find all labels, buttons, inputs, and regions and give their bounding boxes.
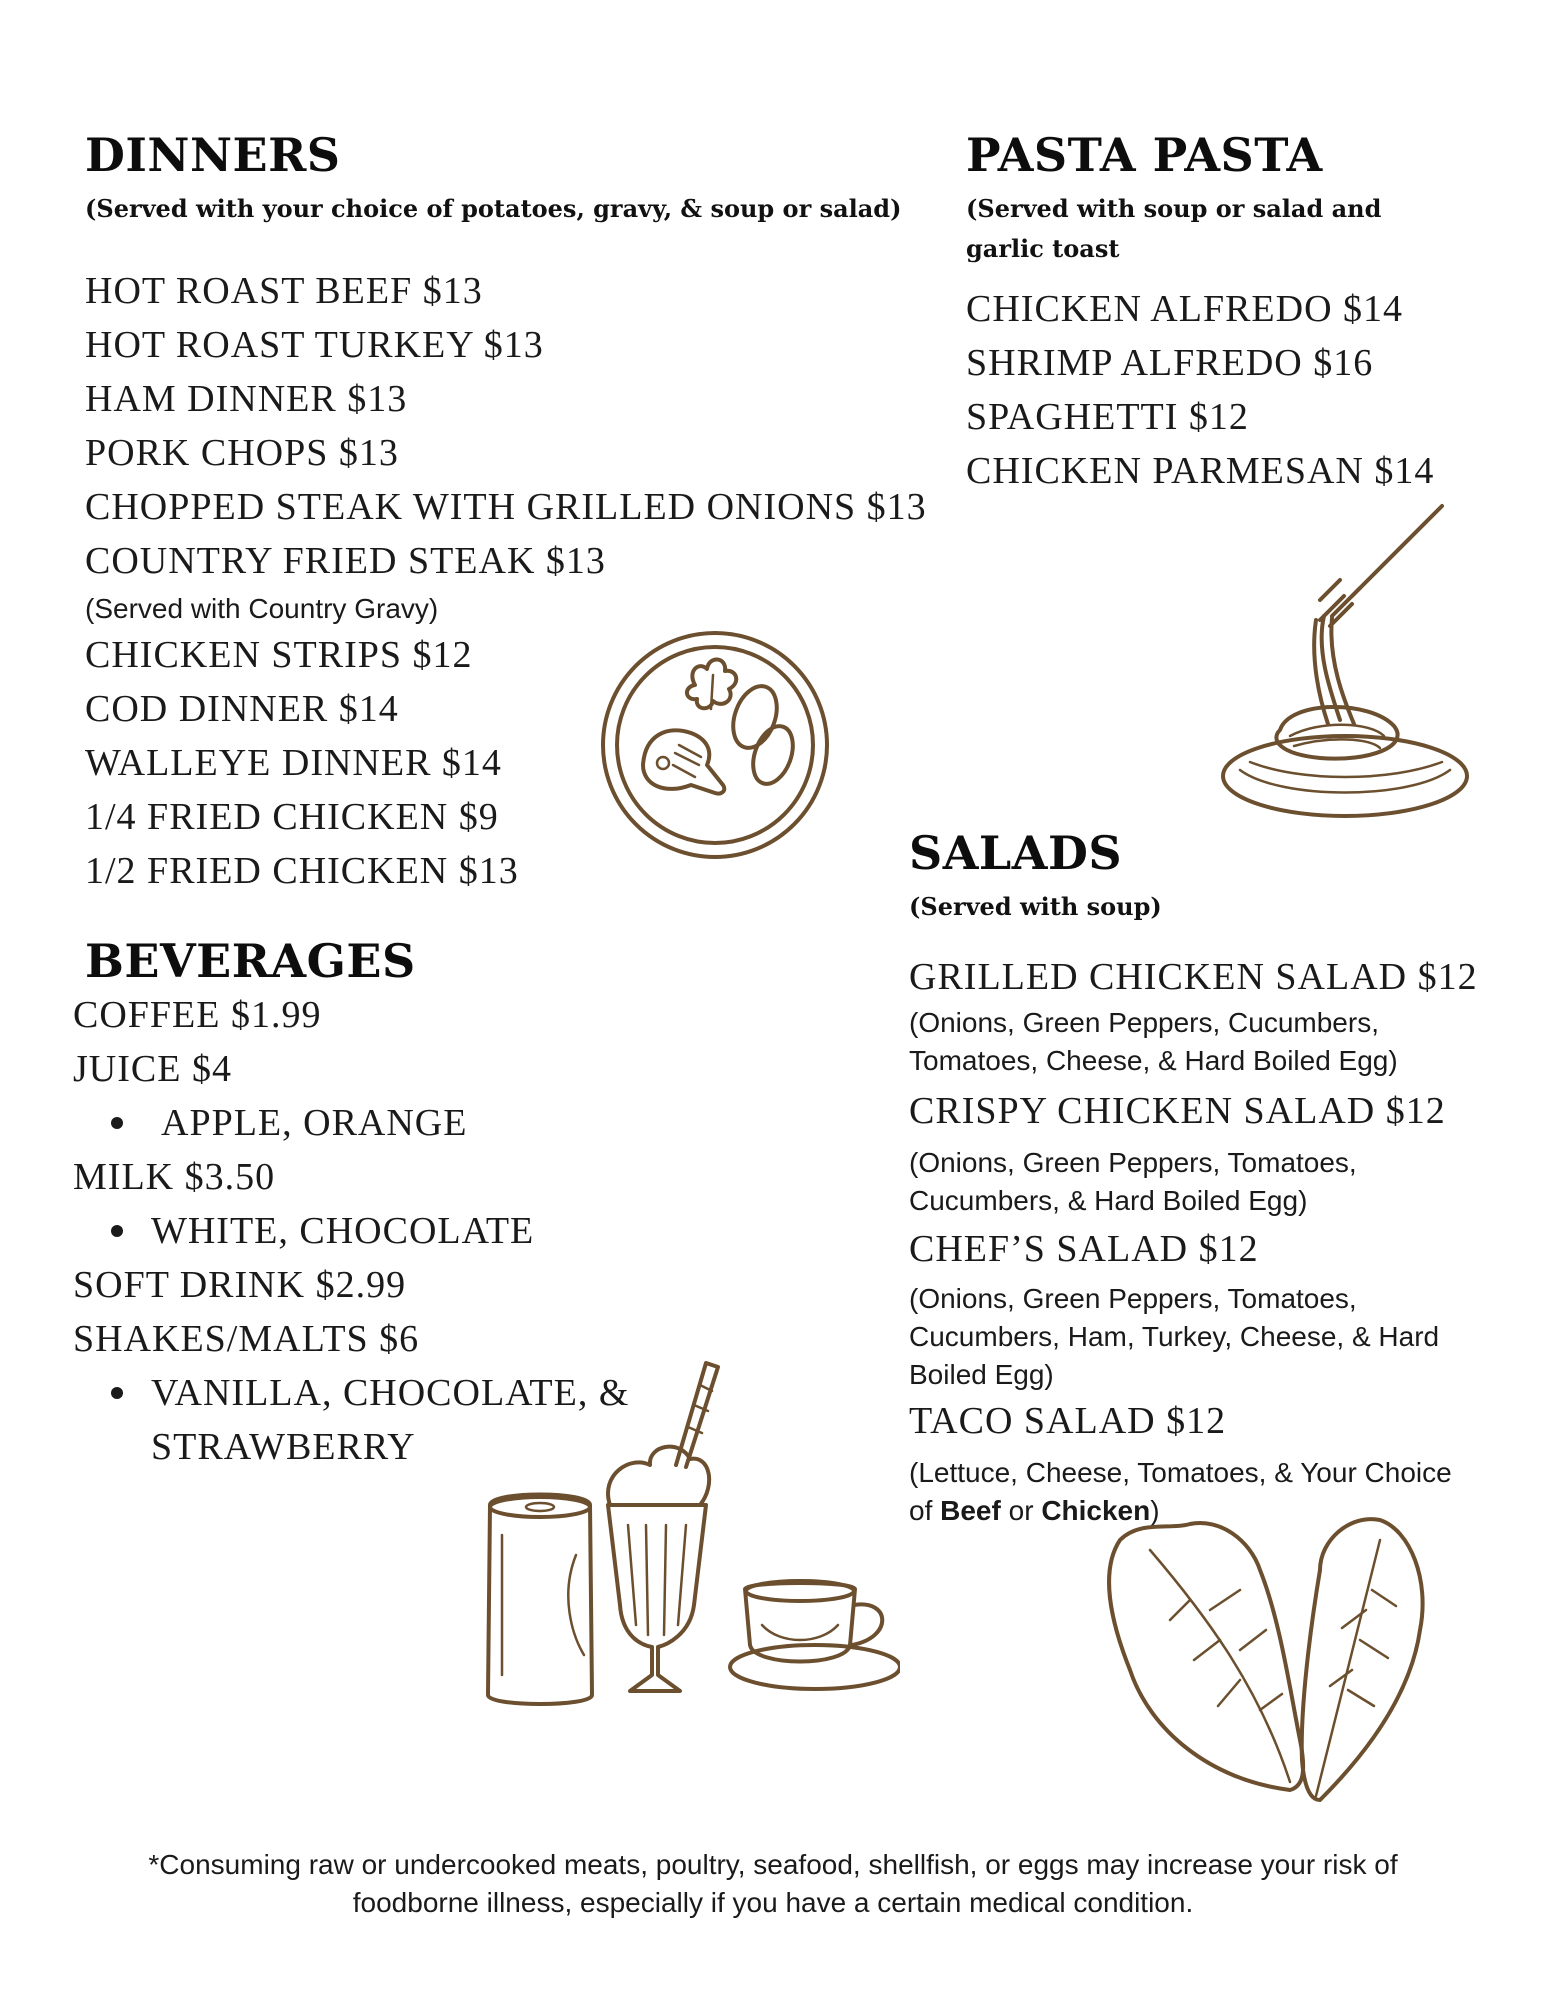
menu-item: CHOPPED STEAK WITH GRILLED ONIONS $13: [85, 486, 927, 528]
menu-item: COUNTRY FRIED STEAK $13: [85, 540, 606, 582]
juice-options: [73, 1096, 629, 1150]
bullet-icon: [111, 1225, 123, 1237]
milk-options-text: WHITE, CHOCOLATE: [151, 1210, 535, 1252]
taco-note-beef: Beef: [940, 1495, 1001, 1526]
beverage-juice: JUICE $4: [73, 1048, 232, 1090]
footer-disclaimer: [0, 1846, 1546, 1922]
spaghetti-fork-icon: [1220, 500, 1470, 830]
salads-heading: SALADS: [909, 826, 1123, 880]
footer-line-2: foodborne illness, especially if you have a certain medical condition.: [352, 1887, 1194, 1918]
salad-crispy-chicken: CRISPY CHICKEN SALAD $12: [909, 1090, 1446, 1132]
beverage-coffee: COFFEE $1.99: [73, 994, 322, 1036]
menu-item: HOT ROAST BEEF $13: [85, 270, 483, 312]
taco-note-or: or: [1000, 1495, 1042, 1526]
taco-note-chicken: Chicken: [1041, 1495, 1151, 1526]
menu-item: SHRIMP ALFREDO $16: [966, 342, 1374, 384]
country-steak-note: (Served with Country Gravy): [85, 593, 439, 624]
pasta-subtitle-line1: (Served with soup or salad and: [966, 194, 1382, 223]
steak-plate-icon: [595, 625, 835, 865]
milk-options: [73, 1204, 629, 1258]
dinners-subtitle: (Served with your choice of potatoes, gravy, & soup or salad): [85, 194, 902, 223]
menu-item: HOT ROAST TURKEY $13: [85, 324, 544, 366]
beverage-milk: MILK $3.50: [73, 1156, 276, 1198]
menu-item: COD DINNER $14: [85, 688, 399, 730]
shake-options-cont: STRAWBERRY: [151, 1426, 416, 1468]
menu-item: 1/4 FRIED CHICKEN $9: [85, 796, 499, 838]
salad-chef: CHEF’S SALAD $12: [909, 1228, 1259, 1270]
salad-grilled-note: (Onions, Green Peppers, Cucumbers, Tomatoes, Cheese, & Hard Boiled Egg): [909, 1007, 1398, 1076]
dinners-heading: DINNERS: [85, 128, 341, 182]
juice-options-text: APPLE, ORANGE: [161, 1102, 468, 1144]
shake-options-text: VANILLA, CHOCOLATE, &: [151, 1372, 630, 1414]
pasta-list: [966, 282, 1434, 498]
pasta-subtitle-line2: garlic toast: [966, 234, 1120, 263]
beverage-soft-drink: SOFT DRINK $2.99: [73, 1264, 407, 1306]
taco-note-text: (Lettuce, Cheese, Tomatoes, & Your Choice of: [909, 1457, 1452, 1526]
taco-note-end: ): [1150, 1495, 1160, 1526]
menu-item: CHICKEN STRIPS $12: [85, 634, 473, 676]
menu-item: WALLEYE DINNER $14: [85, 742, 502, 784]
menu-item: PORK CHOPS $13: [85, 432, 399, 474]
salad-grilled-chicken: GRILLED CHICKEN SALAD $12: [909, 956, 1478, 998]
salads-list: [909, 950, 1479, 1530]
bullet-icon: [111, 1387, 123, 1399]
beverage-shakes: SHAKES/MALTS $6: [73, 1318, 420, 1360]
drinks-icon: [480, 1355, 900, 1715]
menu-item: CHICKEN PARMESAN $14: [966, 450, 1435, 492]
menu-item: SPAGHETTI $12: [966, 396, 1249, 438]
lettuce-icon: [1090, 1510, 1450, 1810]
menu-item: CHICKEN ALFREDO $14: [966, 288, 1404, 330]
salad-taco: TACO SALAD $12: [909, 1400, 1227, 1442]
menu-item: HAM DINNER $13: [85, 378, 408, 420]
bullet-icon: [111, 1117, 123, 1129]
salads-subtitle: (Served with soup): [909, 892, 1162, 921]
salad-chef-note: (Onions, Green Peppers, Tomatoes, Cucumbers, Ham, Turkey, Cheese, & Hard Boiled Egg): [909, 1283, 1440, 1390]
salad-crispy-note: (Onions, Green Peppers, Tomatoes, Cucumbers, & Hard Boiled Egg): [909, 1147, 1357, 1216]
beverages-heading: BEVERAGES: [85, 934, 416, 988]
menu-item: 1/2 FRIED CHICKEN $13: [85, 850, 519, 892]
pasta-heading: PASTA PASTA: [966, 128, 1323, 182]
footer-line-1: *Consuming raw or undercooked meats, poultry, seafood, shellfish, or eggs may increase your risk of: [148, 1849, 1398, 1880]
